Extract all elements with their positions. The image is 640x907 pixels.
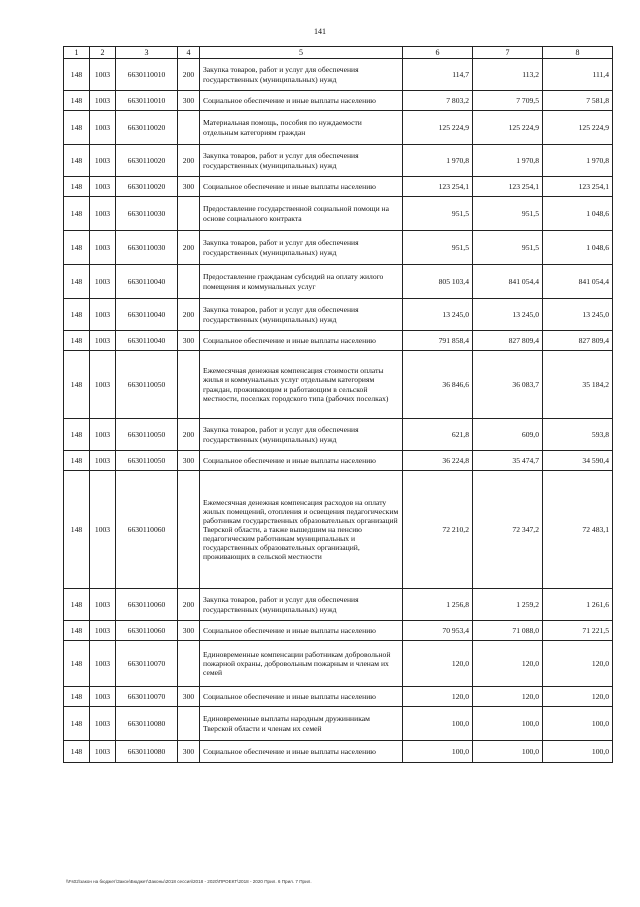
expense-description: Социальное обеспечение и иные выплаты населению: [200, 177, 403, 197]
table-row: [64, 265, 613, 299]
section-code: 1003: [90, 471, 116, 589]
expense-description: Закупка товаров, работ и услуг для обеспечения государственных (муниципальных) нужд: [200, 145, 403, 177]
column-header: 4: [178, 47, 200, 59]
target-article-code: 6630110020: [116, 111, 178, 145]
expense-type-code: 300: [178, 741, 200, 763]
organization-code: 148: [64, 351, 90, 419]
expense-description: Закупка товаров, работ и услуг для обеспечения государственных (муниципальных) нужд: [200, 589, 403, 621]
expense-description: Ежемесячная денежная компенсация расходов на оплату жилых помещений, отопления и освещения педагогическим работникам государственных образовательных организаций Тверской области, а также вышедшим на пенсию педагогическим работникам муниципальных и государственных образовательных организаций, проживающих в сельской местности: [200, 471, 403, 589]
column-header: 8: [543, 47, 613, 59]
table-row: [64, 589, 613, 621]
section-code: 1003: [90, 451, 116, 471]
amount-year-2: 72 347,2: [473, 471, 543, 589]
amount-year-3: 1 048,6: [543, 197, 613, 231]
section-code: 1003: [90, 589, 116, 621]
expense-type-code: [178, 707, 200, 741]
expense-type-code: 200: [178, 59, 200, 91]
organization-code: 148: [64, 299, 90, 331]
target-article-code: 6630110070: [116, 687, 178, 707]
expense-description: Ежемесячная денежная компенсация стоимости оплаты жилья и коммунальных услуг отдельным категориям граждан, проживающим и работающим в сельской местности, поселках городского типа (рабочих поселках): [200, 351, 403, 419]
target-article-code: 6630110020: [116, 145, 178, 177]
amount-year-3: 1 261,6: [543, 589, 613, 621]
budget-table: [63, 46, 613, 763]
target-article-code: 6630110050: [116, 419, 178, 451]
organization-code: 148: [64, 231, 90, 265]
table-row: [64, 111, 613, 145]
amount-year-2: 1 259,2: [473, 589, 543, 621]
amount-year-1: 125 224,9: [403, 111, 473, 145]
column-header: 3: [116, 47, 178, 59]
target-article-code: 6630110060: [116, 589, 178, 621]
expense-type-code: 300: [178, 91, 200, 111]
expense-description: Закупка товаров, работ и услуг для обеспечения государственных (муниципальных) нужд: [200, 299, 403, 331]
target-article-code: 6630110060: [116, 621, 178, 641]
expense-type-code: [178, 197, 200, 231]
amount-year-3: 125 224,9: [543, 111, 613, 145]
expense-type-code: [178, 471, 200, 589]
amount-year-1: 951,5: [403, 197, 473, 231]
section-code: 1003: [90, 299, 116, 331]
amount-year-1: 120,0: [403, 687, 473, 707]
amount-year-1: 120,0: [403, 641, 473, 687]
section-code: 1003: [90, 419, 116, 451]
target-article-code: 6630110040: [116, 299, 178, 331]
expense-description: Социальное обеспечение и иные выплаты населению: [200, 91, 403, 111]
amount-year-1: 621,8: [403, 419, 473, 451]
section-code: 1003: [90, 177, 116, 197]
amount-year-2: 1 970,8: [473, 145, 543, 177]
amount-year-2: 35 474,7: [473, 451, 543, 471]
organization-code: 148: [64, 177, 90, 197]
amount-year-1: 100,0: [403, 741, 473, 763]
target-article-code: 6630110050: [116, 351, 178, 419]
amount-year-2: 71 088,0: [473, 621, 543, 641]
footer-file-path: \\Fs02\закон на бюджет\Закон\Бюджет\Законы\2018 сессия\2018 - 2020\ПРОЕКТ\2018 - 2020 Прил. 6 Прил. 7 Прил.: [66, 879, 312, 884]
expense-description: Социальное обеспечение и иные выплаты населению: [200, 451, 403, 471]
amount-year-2: 100,0: [473, 741, 543, 763]
expense-type-code: [178, 641, 200, 687]
target-article-code: 6630110080: [116, 741, 178, 763]
organization-code: 148: [64, 707, 90, 741]
section-code: 1003: [90, 91, 116, 111]
amount-year-2: 827 809,4: [473, 331, 543, 351]
organization-code: 148: [64, 59, 90, 91]
column-header: 5: [200, 47, 403, 59]
amount-year-2: 120,0: [473, 641, 543, 687]
organization-code: 148: [64, 419, 90, 451]
table-row: [64, 145, 613, 177]
organization-code: 148: [64, 451, 90, 471]
amount-year-3: 7 581,8: [543, 91, 613, 111]
section-code: 1003: [90, 59, 116, 91]
amount-year-2: 609,0: [473, 419, 543, 451]
amount-year-1: 114,7: [403, 59, 473, 91]
table-row: [64, 621, 613, 641]
organization-code: 148: [64, 197, 90, 231]
table-row: [64, 299, 613, 331]
amount-year-1: 951,5: [403, 231, 473, 265]
table-body: [64, 59, 613, 763]
organization-code: 148: [64, 589, 90, 621]
amount-year-3: 593,8: [543, 419, 613, 451]
expense-type-code: [178, 111, 200, 145]
expense-description: Единовременные компенсации работникам добровольной пожарной охраны, добровольным пожарным и членам их семей: [200, 641, 403, 687]
expense-type-code: 300: [178, 687, 200, 707]
target-article-code: 6630110050: [116, 451, 178, 471]
organization-code: 148: [64, 687, 90, 707]
table-row: [64, 197, 613, 231]
organization-code: 148: [64, 621, 90, 641]
amount-year-1: 70 953,4: [403, 621, 473, 641]
amount-year-1: 36 224,8: [403, 451, 473, 471]
expense-type-code: [178, 351, 200, 419]
amount-year-1: 123 254,1: [403, 177, 473, 197]
amount-year-1: 13 245,0: [403, 299, 473, 331]
expense-description: Предоставление гражданам субсидий на оплату жилого помещения и коммунальных услуг: [200, 265, 403, 299]
amount-year-3: 1 970,8: [543, 145, 613, 177]
amount-year-2: 100,0: [473, 707, 543, 741]
amount-year-3: 841 054,4: [543, 265, 613, 299]
expense-type-code: 200: [178, 299, 200, 331]
expense-description: Социальное обеспечение и иные выплаты населению: [200, 331, 403, 351]
amount-year-1: 72 210,2: [403, 471, 473, 589]
amount-year-1: 1 970,8: [403, 145, 473, 177]
organization-code: 148: [64, 145, 90, 177]
amount-year-3: 100,0: [543, 707, 613, 741]
amount-year-2: 13 245,0: [473, 299, 543, 331]
expense-type-code: 200: [178, 145, 200, 177]
column-header: 7: [473, 47, 543, 59]
amount-year-3: 1 048,6: [543, 231, 613, 265]
target-article-code: 6630110070: [116, 641, 178, 687]
expense-type-code: 200: [178, 589, 200, 621]
organization-code: 148: [64, 641, 90, 687]
expense-type-code: 300: [178, 451, 200, 471]
amount-year-3: 71 221,5: [543, 621, 613, 641]
section-code: 1003: [90, 231, 116, 265]
expense-description: Социальное обеспечение и иные выплаты населению: [200, 621, 403, 641]
amount-year-3: 123 254,1: [543, 177, 613, 197]
organization-code: 148: [64, 265, 90, 299]
amount-year-2: 951,5: [473, 231, 543, 265]
expense-description: Единовременные выплаты народным дружинникам Тверской области и членам их семей: [200, 707, 403, 741]
column-header: 6: [403, 47, 473, 59]
table-header-row: [64, 47, 613, 59]
amount-year-2: 113,2: [473, 59, 543, 91]
amount-year-3: 35 184,2: [543, 351, 613, 419]
amount-year-3: 120,0: [543, 641, 613, 687]
section-code: 1003: [90, 331, 116, 351]
target-article-code: 6630110060: [116, 471, 178, 589]
amount-year-1: 7 803,2: [403, 91, 473, 111]
expense-type-code: 200: [178, 231, 200, 265]
target-article-code: 6630110040: [116, 265, 178, 299]
section-code: 1003: [90, 351, 116, 419]
amount-year-3: 100,0: [543, 741, 613, 763]
table-row: [64, 177, 613, 197]
column-header: 1: [64, 47, 90, 59]
amount-year-3: 827 809,4: [543, 331, 613, 351]
section-code: 1003: [90, 145, 116, 177]
expense-description: Закупка товаров, работ и услуг для обеспечения государственных (муниципальных) нужд: [200, 231, 403, 265]
target-article-code: 6630110030: [116, 231, 178, 265]
amount-year-3: 111,4: [543, 59, 613, 91]
table-row: [64, 231, 613, 265]
amount-year-2: 123 254,1: [473, 177, 543, 197]
organization-code: 148: [64, 471, 90, 589]
amount-year-1: 36 846,6: [403, 351, 473, 419]
table-row: [64, 91, 613, 111]
expense-description: Закупка товаров, работ и услуг для обеспечения государственных (муниципальных) нужд: [200, 59, 403, 91]
expense-description: Социальное обеспечение и иные выплаты населению: [200, 687, 403, 707]
organization-code: 148: [64, 91, 90, 111]
table-row: [64, 59, 613, 91]
amount-year-2: 36 083,7: [473, 351, 543, 419]
table-row: [64, 351, 613, 419]
table-row: [64, 741, 613, 763]
table-row: [64, 707, 613, 741]
amount-year-2: 951,5: [473, 197, 543, 231]
section-code: 1003: [90, 111, 116, 145]
section-code: 1003: [90, 197, 116, 231]
section-code: 1003: [90, 265, 116, 299]
section-code: 1003: [90, 687, 116, 707]
expense-description: Закупка товаров, работ и услуг для обеспечения государственных (муниципальных) нужд: [200, 419, 403, 451]
table-row: [64, 451, 613, 471]
expense-description: Социальное обеспечение и иные выплаты населению: [200, 741, 403, 763]
table-row: [64, 471, 613, 589]
organization-code: 148: [64, 331, 90, 351]
page-number: 141: [314, 27, 326, 36]
table-row: [64, 331, 613, 351]
amount-year-3: 120,0: [543, 687, 613, 707]
table-row: [64, 419, 613, 451]
target-article-code: 6630110040: [116, 331, 178, 351]
expense-type-code: 300: [178, 621, 200, 641]
amount-year-3: 34 590,4: [543, 451, 613, 471]
section-code: 1003: [90, 707, 116, 741]
section-code: 1003: [90, 621, 116, 641]
amount-year-1: 791 858,4: [403, 331, 473, 351]
table-row: [64, 687, 613, 707]
organization-code: 148: [64, 741, 90, 763]
expense-type-code: [178, 265, 200, 299]
section-code: 1003: [90, 641, 116, 687]
target-article-code: 6630110020: [116, 177, 178, 197]
target-article-code: 6630110010: [116, 59, 178, 91]
target-article-code: 6630110010: [116, 91, 178, 111]
organization-code: 148: [64, 111, 90, 145]
expense-description: Предоставление государственной социальной помощи на основе социального контракта: [200, 197, 403, 231]
amount-year-2: 120,0: [473, 687, 543, 707]
expense-type-code: 300: [178, 331, 200, 351]
target-article-code: 6630110030: [116, 197, 178, 231]
amount-year-1: 1 256,8: [403, 589, 473, 621]
expense-type-code: 200: [178, 419, 200, 451]
section-code: 1003: [90, 741, 116, 763]
amount-year-2: 7 709,5: [473, 91, 543, 111]
column-header: 2: [90, 47, 116, 59]
amount-year-2: 841 054,4: [473, 265, 543, 299]
table-row: [64, 641, 613, 687]
amount-year-1: 100,0: [403, 707, 473, 741]
amount-year-3: 13 245,0: [543, 299, 613, 331]
expense-type-code: 300: [178, 177, 200, 197]
target-article-code: 6630110080: [116, 707, 178, 741]
expense-description: Материальная помощь, пособия по нуждаемости отдельным категориям граждан: [200, 111, 403, 145]
amount-year-3: 72 483,1: [543, 471, 613, 589]
amount-year-1: 805 103,4: [403, 265, 473, 299]
amount-year-2: 125 224,9: [473, 111, 543, 145]
